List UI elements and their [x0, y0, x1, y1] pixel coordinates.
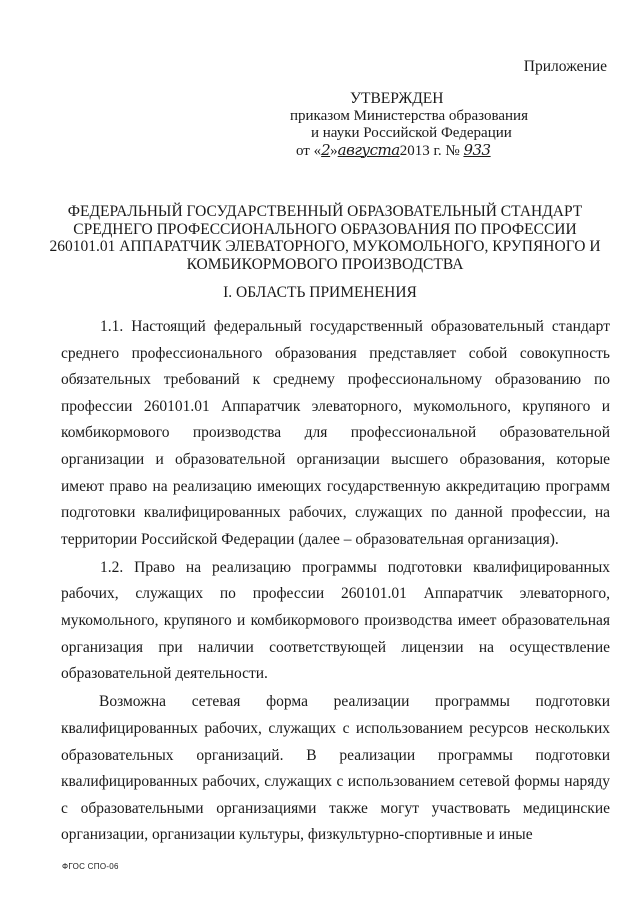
document-title: [40, 203, 610, 273]
approval-block: [290, 90, 590, 160]
approval-ministry-line-2: и науки Российской Федерации: [311, 125, 512, 141]
title-line-3: 260101.01 АППАРАТЧИК ЭЛЕВАТОРНОГО, МУКОМОЛЬНОГО, КРУПЯНОГО И: [49, 238, 601, 255]
approved-heading: УТВЕРЖДЕН: [350, 90, 444, 107]
title-line-4: КОМБИКОРМОВОГО ПРОИЗВОДСТВА: [186, 255, 464, 273]
appendix-label: Приложение: [523, 58, 607, 75]
title-line-1: ФЕДЕРАЛЬНЫЙ ГОСУДАРСТВЕННЫЙ ОБРАЗОВАТЕЛЬНЫЙ СТАНДАРТ: [67, 203, 583, 220]
handwritten-month: августа: [337, 141, 400, 159]
footer-code: ФГОС СПО-06: [62, 862, 119, 871]
date-suffix: 2013 г. №: [399, 143, 460, 159]
handwritten-day: 2: [321, 141, 331, 159]
title-line-2: СРЕДНЕГО ПРОФЕССИОНАЛЬНОГО ОБРАЗОВАНИЯ ПО ПРОФЕССИИ: [73, 220, 577, 238]
paragraph-1-2: 1.2. Право на реализацию программы подготовки квалифицированных рабочих, служащих по профессии 260101.01 Аппаратчик элеваторного, мукомольного, крупяного и комбикормового производства имеет образовательная организация при наличии соответствующей лицензии на осуществление образовательной деятельности.: [61, 558, 610, 683]
body-text: [61, 314, 610, 850]
date-prefix: от «: [296, 143, 322, 159]
approval-date-line: [290, 142, 590, 160]
paragraph-network-form: Возможна сетевая форма реализации программы подготовки квалифицированных рабочих, служащих с использованием ресурсов нескольких образовательных организаций. В реализации программы подготовки квалифицированных рабочих, служащих с использованием сетевой формы наряду с образовательными организациями также могут участвовать медицинские организации, организации культуры, физкультурно-спортивные и иные: [61, 693, 610, 844]
section-heading: I. ОБЛАСТЬ ПРИМЕНЕНИЯ: [223, 284, 417, 301]
approval-ministry-line: приказом Министерства образования: [290, 108, 528, 124]
paragraph-1-1: 1.1. Настоящий федеральный государственный образовательный стандарт среднего профессионального образования представляет собой совокупность обязательных требований к среднему профессиональному образованию по профессии 260101.01 Аппаратчик элеваторного, мукомольного, крупяного и комбикормового производства для профессиональной образовательной организации и образовательной организации высшего образования, которые имеют право на реализацию имеющих государственную аккредитацию программ подготовки квалифицированных рабочих, служащих по данной профессии, на территории Российской Федерации (далее – образовательная организация).: [61, 318, 610, 548]
handwritten-order-number: 933: [463, 141, 491, 159]
date-mid: »: [330, 143, 338, 159]
